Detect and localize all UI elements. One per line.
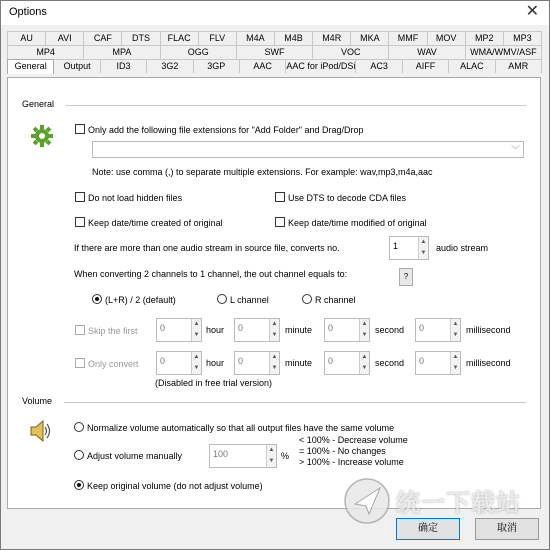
use-dts-checkbox[interactable] [275,192,406,203]
tab-row-3 [7,59,541,73]
tab-mmf[interactable]: MMF [388,31,427,45]
tab-mpa[interactable]: MPA [83,45,160,59]
tab-swf[interactable]: SWF [236,45,313,59]
tab-wav[interactable]: WAV [388,45,465,59]
use-dts-label: Use DTS to decode CDA files [288,193,407,203]
only-convert-label: Only convert [88,359,139,369]
tab-mov[interactable]: MOV [427,31,466,45]
ok-button[interactable]: 确定 [396,518,460,540]
tab-general[interactable]: General [7,59,54,74]
general-panel [7,77,541,509]
radio-keep-volume[interactable] [74,480,263,491]
spin-down-icon: ▼ [268,458,275,464]
tab-mp4[interactable]: MP4 [7,45,84,59]
second-label: second [375,325,405,335]
tab-mp3[interactable]: MP3 [503,31,542,45]
convert-hour-spinner[interactable]: 0 ▲ ▼ [156,351,202,375]
stream-value: 1 [393,241,399,251]
percent-sign: % [281,451,290,461]
hour-label: hour [206,325,225,335]
tab-ac3[interactable]: AC3 [355,59,402,73]
skip-first-label: Skip the first [88,326,138,336]
millisecond-label: millisecond [466,358,511,368]
tab-aiff[interactable]: AIFF [402,59,449,73]
close-icon[interactable]: ✕ [525,3,539,20]
ch-right-label: R channel [315,295,356,305]
speaker-icon [28,418,52,444]
title-bar [1,1,549,25]
skip-second-spinner[interactable]: 0 ▲ ▼ [324,318,370,342]
tab-aac-for-ipod-dsi[interactable]: AAC for iPod/DSi [286,61,356,71]
help-button[interactable]: ? [399,268,413,286]
ch-left-label: L channel [230,295,269,305]
second-label: second [375,358,405,368]
only-convert-checkbox[interactable] [75,358,139,369]
tab-ogg[interactable]: OGG [160,45,237,59]
volume-hint-decrease: < 100% - Decrease volume [299,435,408,445]
keep-modified-checkbox[interactable] [275,217,427,228]
stream-suffix: audio stream [436,243,489,253]
multi-stream-text: If there are more than one audio stream in source file, converts no. [74,243,340,253]
window-title: Options [9,6,47,18]
volume-value: 100 [213,449,229,459]
keep-created-checkbox[interactable] [75,217,223,228]
spin-down-icon[interactable]: ▼ [420,250,427,256]
volume-hint-nochange: = 100% - No changes [299,446,386,456]
tab-au[interactable]: AU [7,31,46,45]
ch-default-label: (L+R) / 2 (default) [105,295,176,305]
gear-icon [30,124,54,148]
checkbox-box[interactable] [75,124,85,134]
tab-flv[interactable]: FLV [198,31,237,45]
chevron-down-icon[interactable]: ﹀ [510,145,520,155]
adjust-label: Adjust volume manually [87,451,183,461]
volume-hints [299,435,408,468]
extensions-input[interactable] [92,141,524,158]
divider [66,105,526,106]
tab-m4r[interactable]: M4R [312,31,351,45]
tab-id3[interactable]: ID3 [100,59,147,73]
millisecond-label: millisecond [466,325,511,335]
tab-voc[interactable]: VOC [312,45,389,59]
tab-row-1 [7,31,541,45]
watermark-emblem [342,476,392,526]
tab-3g2[interactable]: 3G2 [146,59,193,73]
convert-ms-spinner[interactable]: 0 ▲ ▼ [415,351,461,375]
general-group-label: General [22,99,55,109]
tab-flac[interactable]: FLAC [160,31,199,45]
no-hidden-label: Do not load hidden files [88,193,183,203]
skip-minute-spinner[interactable]: 0 ▲ ▼ [234,318,280,342]
tab-dts[interactable]: DTS [121,31,160,45]
minute-label: minute [285,358,313,368]
cancel-button[interactable]: 取消 [475,518,539,540]
hour-label: hour [206,358,225,368]
tab-amr[interactable]: AMR [495,59,542,73]
extensions-note: Note: use comma (,) to separate multiple extensions. For example: wav,mp3,m4a,aac [92,167,433,177]
convert-minute-spinner[interactable]: 0 ▲ ▼ [234,351,280,375]
format-tabs [7,31,541,73]
channel-text: When converting 2 channels to 1 channel, the out channel equals to: [74,269,348,279]
volume-spinner[interactable] [209,444,277,468]
convert-second-spinner[interactable]: 0 ▲ ▼ [324,351,370,375]
skip-ms-spinner[interactable]: 0 ▲ ▼ [415,318,461,342]
only-add-label: Only add the following file extensions for "Add Folder" and Drag/Drop [88,125,364,135]
keep-volume-label: Keep original volume (do not adjust volume) [87,481,263,491]
tab-mp2[interactable]: MP2 [465,31,504,45]
tab-m4a[interactable]: M4A [236,31,275,45]
radio-channel-right[interactable] [302,294,356,305]
tab-avi[interactable]: AVI [45,31,84,45]
tab-output[interactable]: Output [53,59,100,73]
volume-hint-increase: > 100% - Increase volume [299,457,404,467]
skip-first-checkbox[interactable] [75,325,138,336]
volume-group-label: Volume [22,396,53,406]
radio-adjust[interactable] [74,450,182,461]
no-hidden-checkbox[interactable] [75,192,182,203]
tab-m4b[interactable]: M4B [274,31,313,45]
trial-note: (Disabled in free trial version) [155,378,273,388]
radio-channel-left[interactable] [217,294,269,305]
tab-3gp[interactable]: 3GP [193,59,240,73]
tab-aac[interactable]: AAC [239,59,286,73]
only-add-checkbox[interactable] [75,124,364,135]
normalize-label: Normalize volume automatically so that all output files have the same volume [87,423,395,433]
skip-hour-spinner[interactable]: 0 ▲ ▼ [156,318,202,342]
spin-up-icon[interactable]: ▲ [420,239,427,245]
tab-wma-wmv-asf[interactable]: WMA/WMV/ASF [465,45,542,59]
radio-channel-default[interactable] [92,294,176,305]
keep-created-label: Keep date/time created of original [88,218,223,228]
minute-label: minute [285,325,313,335]
stream-number-spinner[interactable] [389,236,429,260]
watermark-text: 统一下载站 [396,490,521,517]
spin-up-icon: ▲ [268,447,275,453]
divider [64,402,526,403]
tab-caf[interactable]: CAF [83,31,122,45]
tab-row-2 [7,45,541,59]
tab-alac[interactable]: ALAC [448,59,495,73]
tab-mka[interactable]: MKA [350,31,389,45]
keep-modified-label: Keep date/time modified of original [288,218,427,228]
radio-normalize[interactable] [74,422,394,433]
